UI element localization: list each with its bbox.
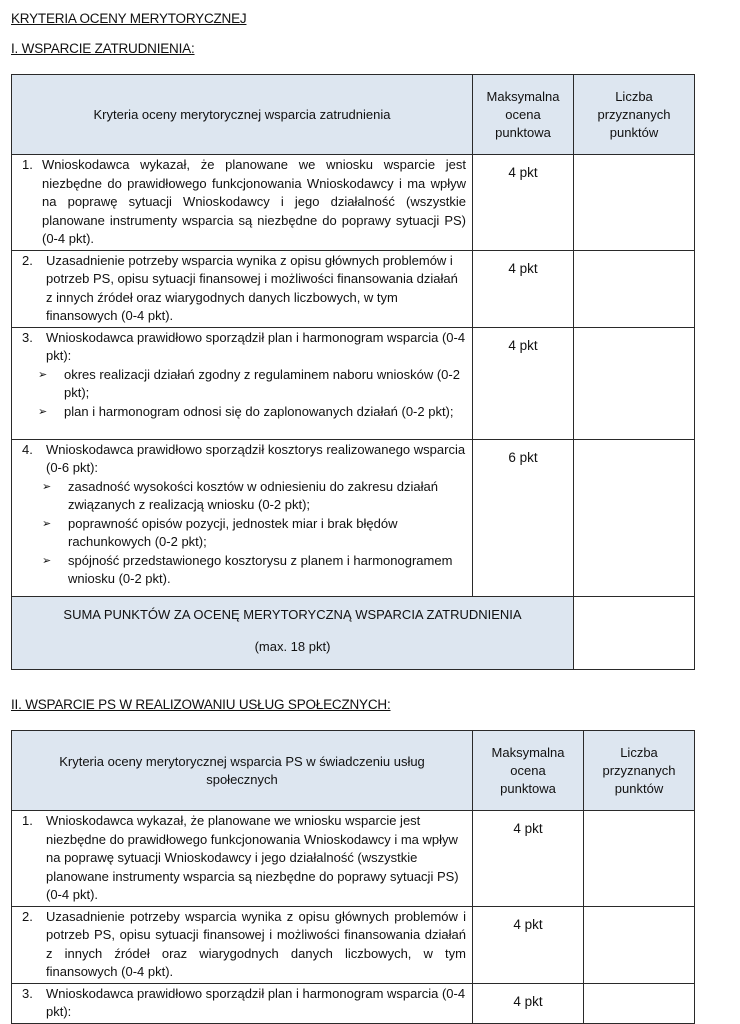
row-number: 1.	[22, 157, 33, 172]
sum-label: SUMA PUNKTÓW ZA OCENĘ MERYTORYCZNĄ WSPARCIA ZATRUDNIENIA	[63, 606, 522, 622]
row-number: 4.	[22, 441, 33, 457]
sum-awarded-cell[interactable]	[574, 596, 695, 669]
awarded-points-header: Liczba przyznanych punktów	[584, 731, 695, 811]
arrow-bullet-icon: ➢	[42, 554, 52, 567]
max-points-header: Maksymalna ocena punktowa	[473, 731, 584, 811]
table-row	[12, 327, 695, 439]
arrow-bullet-icon: ➢	[42, 480, 52, 493]
table-row	[12, 250, 695, 327]
awarded-points-cell[interactable]	[574, 327, 695, 439]
awarded-points-cell[interactable]	[574, 439, 695, 596]
sub-criterion: poprawność opisów pozycji, jednostek miar i brak błędów rachunkowych (0-2 pkt);	[68, 515, 398, 549]
sub-criterion: plan i harmonogram odnosi się do zaplonowanych działań (0-2 pkt);	[64, 403, 454, 419]
section-2-table	[11, 730, 695, 1024]
row-number: 3.	[22, 985, 33, 1001]
table-row	[12, 439, 695, 596]
max-points: 4 pkt	[473, 811, 584, 907]
sub-criterion: spójność przedstawionego kosztorysu z planem i harmonogramem wniosku (0-2 pkt).	[68, 552, 453, 586]
criterion-text: Wnioskodawca prawidłowo sporządził plan i harmonogram wsparcia (0-4 pkt):	[46, 985, 466, 1019]
criteria-header: Kryteria oceny merytorycznej wsparcia PS w świadczeniu usług społecznych	[12, 731, 473, 811]
table-row	[12, 811, 695, 907]
sub-criterion: okres realizacji działań zgodny z regulaminem naboru wniosków (0-2 pkt);	[64, 366, 460, 400]
table-row	[12, 906, 695, 983]
table-row	[12, 155, 695, 251]
criteria-header: Kryteria oceny merytorycznej wsparcia zatrudnienia	[12, 75, 473, 155]
awarded-points-cell[interactable]	[574, 250, 695, 327]
awarded-points-header: Liczba przyznanych punktów	[574, 75, 695, 155]
document-title: KRYTERIA OCENY MERYTORYCZNEJ	[11, 11, 247, 26]
awarded-points-cell[interactable]	[584, 906, 695, 983]
table-row	[12, 983, 695, 1023]
max-points: 4 pkt	[473, 983, 584, 1023]
arrow-bullet-icon: ➢	[38, 405, 48, 418]
sum-max: (max. 18 pkt)	[254, 638, 331, 654]
max-points: 4 pkt	[473, 250, 574, 327]
max-points: 4 pkt	[473, 906, 584, 983]
sum-row	[12, 596, 695, 669]
awarded-points-cell[interactable]	[574, 155, 695, 251]
criterion-text: Wnioskodawca wykazał, że planowane we wniosku wsparcie jest niezbędne do prawidłowego funkcjonowania Wnioskodawcy i ma wpływ na poprawę sytuacji Wnioskodawcy i jego działalność (wszystkie planowane instrumenty wsparcia są niezbędne do poprawy sytuacji PS) (0-4 pkt).	[42, 157, 466, 246]
criterion-text: Uzasadnienie potrzeby wsparcia wynika z opisu głównych problemów i potrzeb PS, opisu sytuacji finansowej i możliwości finansowania działań z innych źródeł oraz wiarygodnych danych liczbowych, w tym finansowych (0-4 pkt).	[46, 252, 458, 323]
section-2-heading: II. WSPARCIE PS W REALIZOWANIU USŁUG SPOŁECZNYCH:	[11, 697, 391, 712]
section-1-table	[11, 74, 695, 670]
awarded-points-cell[interactable]	[584, 983, 695, 1023]
arrow-bullet-icon: ➢	[38, 368, 48, 381]
row-number: 2.	[22, 252, 33, 268]
criterion-text: Wnioskodawca prawidłowo sporządził kosztorys realizowanego wsparcia (0-6 pkt):	[46, 441, 466, 475]
sub-criterion: zasadność wysokości kosztów w odniesieniu do zakresu działań związanych z realizacją wniosku (0-2 pkt);	[68, 478, 438, 512]
arrow-bullet-icon: ➢	[42, 517, 52, 530]
max-points: 6 pkt	[473, 439, 574, 596]
criterion-text: Wnioskodawca wykazał, że planowane we wniosku wsparcie jest niezbędne do prawidłowego funkcjonowania Wnioskodawcy i ma wpływ na poprawę sytuacji Wnioskodawcy i jego działalność (wszystkie planowane instrumenty wsparcia są niezbędne do poprawy sytuacji PS) (0-4 pkt).	[46, 813, 459, 902]
awarded-points-cell[interactable]	[584, 811, 695, 907]
row-number: 2.	[22, 908, 33, 924]
section-1-heading: I. WSPARCIE ZATRUDNIENIA:	[11, 41, 195, 56]
criterion-text: Uzasadnienie potrzeby wsparcia wynika z opisu głównych problemów i potrzeb PS, opisu sytuacji finansowej i możliwości finansowania działań z innych źródeł oraz wiarygodnych danych liczbowych, w tym finansowych (0-4 pkt).	[46, 908, 466, 979]
row-number: 1.	[22, 813, 33, 828]
row-number: 3.	[22, 329, 33, 345]
max-points: 4 pkt	[473, 327, 574, 439]
max-points: 4 pkt	[473, 155, 574, 251]
criterion-text: Wnioskodawca prawidłowo sporządził plan i harmonogram wsparcia (0-4 pkt):	[46, 329, 466, 363]
max-points-header: Maksymalna ocena punktowa	[473, 75, 574, 155]
